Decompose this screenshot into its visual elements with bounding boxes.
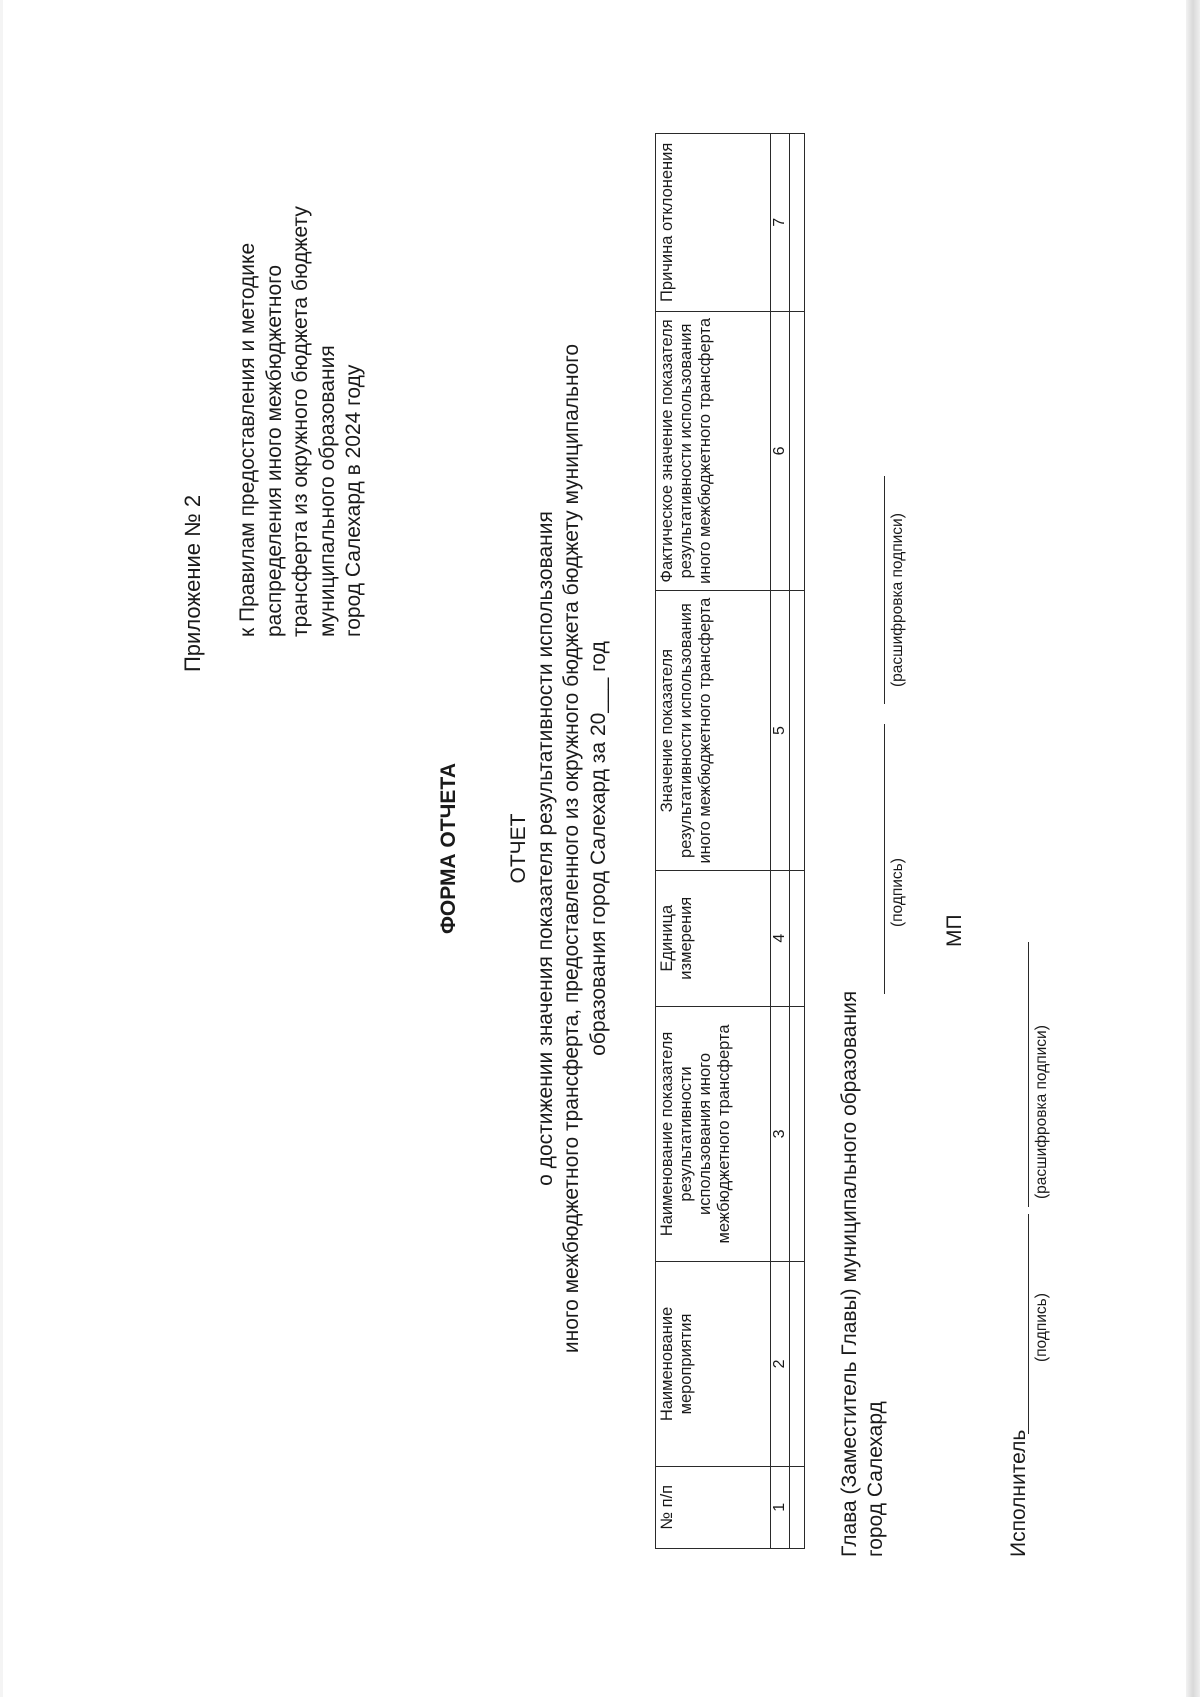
head-signatory-line: город Салехард xyxy=(864,1401,887,1557)
appendix-title: Приложение № 2 xyxy=(180,494,205,672)
report-subtitle-line: о достижении значения показателя результативности использования xyxy=(533,511,557,1186)
column-number: 1 xyxy=(771,1466,790,1548)
form-title: ФОРМА ОТЧЕТА xyxy=(437,762,460,935)
column-number: 7 xyxy=(771,134,790,312)
header-cell: № п/п xyxy=(656,1466,771,1548)
report-title: ОТЧЕТ xyxy=(507,813,530,884)
decoding-caption: (расшифровка подписи) xyxy=(889,513,906,687)
column-number: 5 xyxy=(771,591,790,871)
appendix-line: город Салехард в 2024 году xyxy=(342,364,365,637)
table-number-row xyxy=(771,134,790,1549)
appendix-line: муниципального образования xyxy=(315,345,339,637)
table-header-row xyxy=(656,134,771,1549)
report-heading xyxy=(506,140,612,1557)
header-cell: Наименование показателя результативности использования иного межбюджетного трансферта xyxy=(656,1006,771,1262)
executor-signature-line xyxy=(1028,1214,1029,1434)
header-cell: Значение показателя результативности использования иного межбюджетного трансферта xyxy=(656,591,771,871)
signature-caption: (подпись) xyxy=(889,858,906,927)
header-cell: Причина отклонения xyxy=(656,134,771,312)
header-cell: Наименование мероприятия xyxy=(656,1262,771,1466)
column-number: 4 xyxy=(771,870,790,1006)
appendix-text xyxy=(235,77,368,637)
report-table xyxy=(655,133,805,1549)
appendix-line: распределения иного межбюджетного xyxy=(262,264,286,637)
executor-decoding-caption: (расшифровка подписи) xyxy=(1033,1025,1050,1199)
executor-signature-caption: (подпись) xyxy=(1033,1293,1050,1362)
appendix-line: к Правилам предоставления и методике xyxy=(236,242,259,637)
executor-label: Исполнитель xyxy=(1007,1429,1030,1557)
head-signatory-line: Глава (Заместитель Главы) муниципального образования xyxy=(838,990,861,1557)
header-cell: Фактическое значение показателя результативности использования иного межбюджетного трансферта xyxy=(656,311,771,591)
column-number: 2 xyxy=(771,1262,790,1466)
header-cell: Единица измерения xyxy=(656,870,771,1006)
signature-line xyxy=(884,724,885,994)
seal-mark: МП xyxy=(943,914,966,947)
table-row xyxy=(790,134,805,1549)
appendix-line: трансферта из окружного бюджета бюджету xyxy=(289,206,312,637)
executor-decoding-line xyxy=(1028,942,1029,1207)
report-subtitle-line: образования город Салехард за 20___ год xyxy=(586,641,610,1056)
head-signatory xyxy=(837,707,889,1557)
column-number: 3 xyxy=(771,1006,790,1262)
decoding-line xyxy=(884,476,885,704)
column-number: 6 xyxy=(771,311,790,591)
report-subtitle-line: иного межбюджетного трансферта, предоставленного из окружного бюджета бюджету муниципального xyxy=(560,343,583,1354)
